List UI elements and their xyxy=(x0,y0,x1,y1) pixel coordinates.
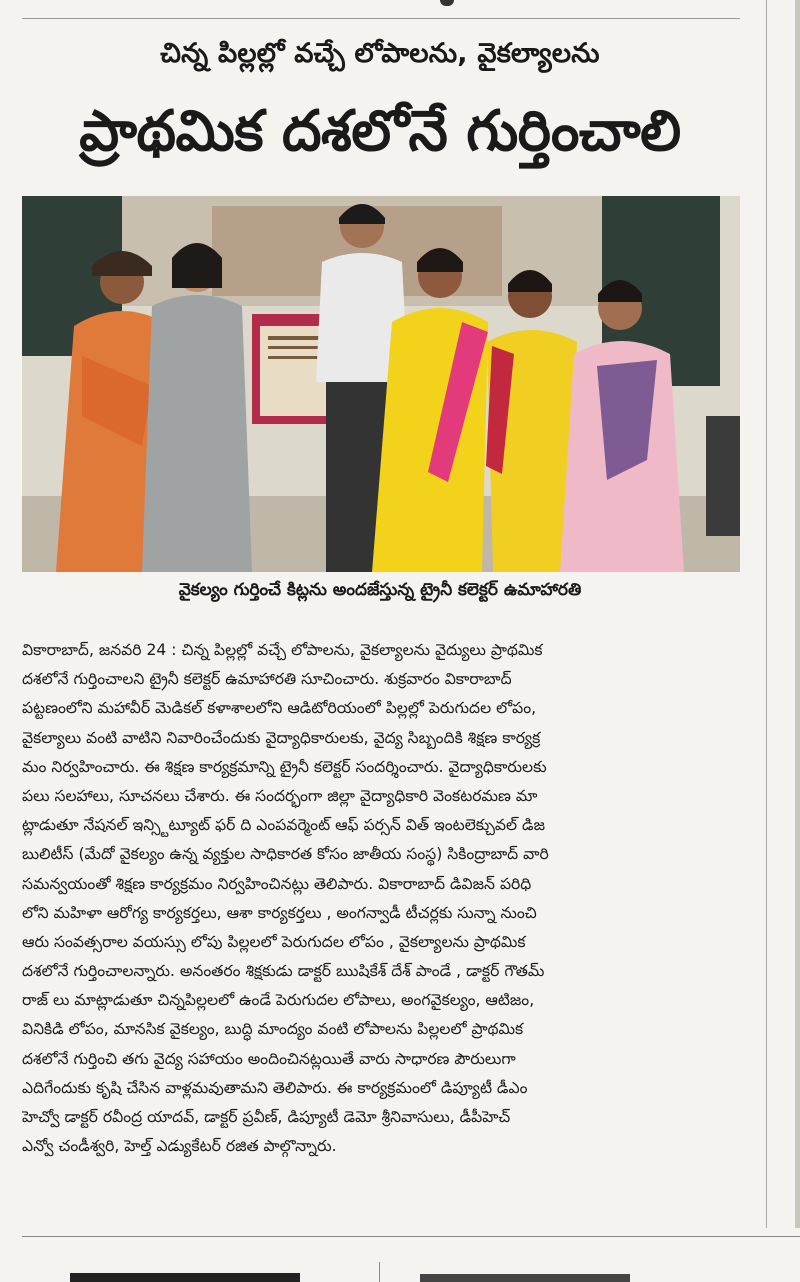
body-line: వికారాబాద్, జనవరి 24 : చిన్న పిల్లల్లో వచ్చే లోపాలను, వైకల్యాలను వైద్యులు ప్రాథమిక xyxy=(22,641,543,659)
bottom-divider xyxy=(22,1236,800,1237)
body-line: పట్టణంలోని మహావీర్ మెడికల్ కళాశాలలోని ఆడిటోరియంలో పిల్లల్లో పెరుగుదల లోపం, xyxy=(22,699,537,718)
top-divider xyxy=(22,18,740,19)
body-line: ఎన్వో చండీశ్వరి, హెల్త్ ఎడ్యుకేటర్ రజిత పాల్గొన్నారు. xyxy=(22,1137,337,1156)
body-line: వైకల్యాలు వంటి వాటిని నివారించేందుకు వైద్యాధికారులకు, వైద్య సిబ్బందికి శిక్షణ కార్యక్ర xyxy=(22,728,541,747)
body-line: బులిటీస్ (మేదో వైకల్యం ఉన్న వ్యక్తుల సాధికారత కోసం జాతీయ సంస్థ) సికింద్రాబాద్ వారి xyxy=(22,845,549,864)
body-line: ట్లాడుతూ నేషనల్ ఇన్స్టిట్యూట్ ఫర్ ది ఎంపవర్మెంట్ ఆఫ్ పర్సన్ విత్ ఇంటలెక్చువల్ డిజ xyxy=(22,816,545,835)
next-article-headline-fragment xyxy=(70,1256,310,1282)
column-divider xyxy=(766,0,767,1228)
next-article-fragment xyxy=(420,1266,640,1282)
article-headline: ప్రాథమిక దశలోనే గుర్తించాలి xyxy=(79,99,681,164)
body-line: దశలోనే గుర్తించాలని ట్రైనీ కలెక్టర్ ఉమాహారతి సూచించారు. శుక్రవారం వికారాబాద్ xyxy=(22,670,512,689)
article-kicker: చిన్న పిల్లల్లో వచ్చే లోపాలను, వైకల్యాలను xyxy=(160,38,600,69)
body-line: ఆరు సంవత్సరాల వయస్సు లోపు పిల్లలలో పెరుగుదల లోపం , వైకల్యాలను ప్రాథమిక xyxy=(22,932,526,951)
body-line: దశలోనే గుర్తించి తగు వైద్య సహాయం అందించినట్లయితే వారు సాధారణ పౌరులుగా xyxy=(22,1049,516,1068)
body-line: దశలోనే గుర్తించాలన్నారు. అనంతరం శిక్షకుడు డాక్టర్ ఋషికేశ్ దేశ్ పాండే , డాక్టర్ గౌతమ్ xyxy=(22,962,545,981)
body-line: లోని మహిళా ఆరోగ్య కార్యకర్తలు, ఆశా కార్యకర్తలు , అంగన్వాడీ టీచర్లకు సున్నా నుంచి xyxy=(22,903,537,922)
body-line: హెచ్వో డాక్టర్ రవీంద్ర యాదవ్, డాక్టర్ ప్రవీణ్, డిప్యూటీ డెమో శ్రీనివాసులు, డీపీహెచ్ xyxy=(22,1108,511,1126)
body-line: పలు సలహాలు, సూచనలు చేశారు. ఈ సందర్భంగా జిల్లా వైద్యాధికారి వెంకటరమణ మా xyxy=(22,786,538,805)
body-line: ఎదిగేందుకు కృషి చేసిన వాళ్లమవుతామని తెలిపారు. ఈ కార్యక్రమంలో డిప్యూటీ డీఎం xyxy=(22,1078,528,1097)
adjacent-column-edge xyxy=(795,0,800,1228)
body-line: వినికిడి లోపం, మానసిక వైకల్యం, బుద్ధి మాంద్యం వంటి లోపాలను పిల్లలలో ప్రాథమిక xyxy=(22,1020,524,1039)
article-photo xyxy=(22,196,740,572)
body-line: మం నిర్వహించారు. ఈ శిక్షణ కార్యక్రమాన్ని ట్రైనీ కలెక్టర్ సందర్శించారు. వైద్యాధికారులకు xyxy=(22,757,547,776)
body-line: రాజ్ లు మాట్లాడుతూ చిన్నపిల్లలలో ఉండే పెరుగుదల లోపాలు, అంగవైకల్యం, ఆటిజం, xyxy=(22,991,535,1010)
clipped-headline-fragment xyxy=(440,0,454,6)
photo-caption: వైకల్యం గుర్తించే కిట్లను అందజేస్తున్న ట్రైనీ కలెక్టర్ ఉమాహారతి xyxy=(178,580,582,600)
article-body xyxy=(22,636,740,1161)
bottom-column-divider xyxy=(379,1262,380,1282)
body-line: సమన్వయంతో శిక్షణ కార్యక్రమం నిర్వహించినట్లు తెలిపారు. వికారాబాద్ డివిజన్ పరిధి xyxy=(22,874,532,893)
